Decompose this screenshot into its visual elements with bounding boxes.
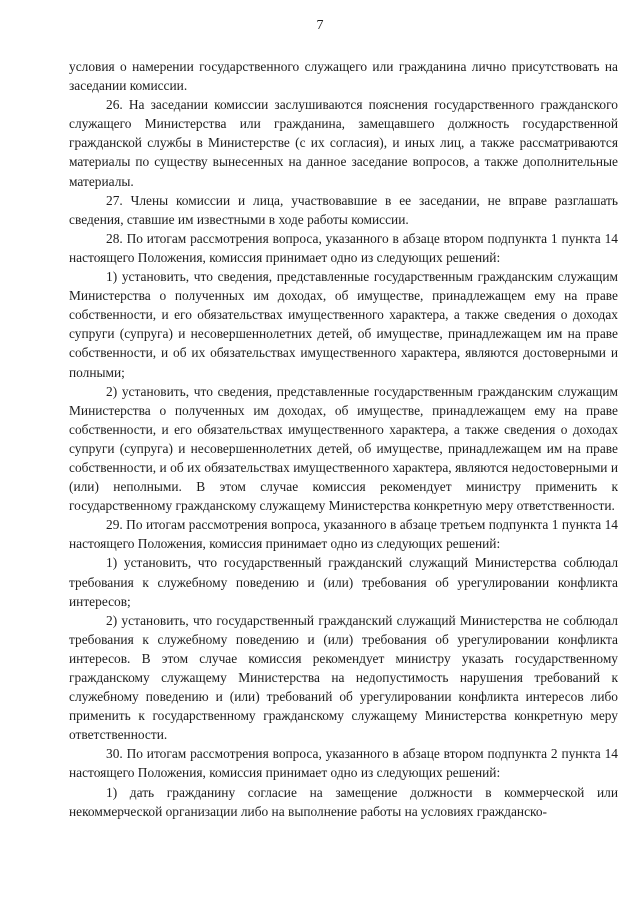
paragraph-27: 27. Члены комиссии и лица, участвовавшие в ее заседании, не вправе разглашать сведения, ставшие им известными в ходе работы комиссии.	[69, 192, 618, 227]
paragraph-30-item-1: 1) дать гражданину согласие на замещение должности в коммерческой или некоммерческой организации либо на выполнение работы на условиях гражданско-	[69, 784, 618, 819]
paragraph-30: 30. По итогам рассмотрения вопроса, указанного в абзаце втором подпункта 2 пункта 14 настоящего Положения, комиссия принимает одно из следующих решений:	[69, 746, 618, 781]
paragraph-29-item-2: 2) установить, что государственный гражданский служащий Министерства не соблюдал требования к служебному поведению и (или) требования об урегулировании конфликта интересов. В этом случае комиссия рекомендует министру указать государственному гражданскому служащему Министерства на недопустимость нарушения требований к служебному поведению и (или) требований об урегулировании конфликта интересов либо применить к государственному гражданскому служащему Министерства конкретную меру ответственности.	[69, 612, 618, 743]
document-body	[69, 57, 618, 821]
paragraph-28: 28. По итогам рассмотрения вопроса, указанного в абзаце втором подпункта 1 пункта 14 настоящего Положения, комиссия принимает одно из следующих решений:	[69, 230, 618, 265]
paragraph-29-item-1: 1) установить, что государственный гражданский служащий Министерства соблюдал требования к служебному поведению и (или) требования об урегулировании конфликта интересов;	[69, 555, 618, 609]
page-number: 7	[316, 18, 324, 33]
paragraph-29: 29. По итогам рассмотрения вопроса, указанного в абзаце третьем подпункта 1 пункта 14 настоящего Положения, комиссия принимает одно из следующих решений:	[69, 517, 618, 552]
paragraph-26: 26. На заседании комиссии заслушиваются пояснения государственного гражданского служащего Министерства или гражданина, замещавшего должность государственной гражданской службы в Министерстве (с их согласия), и иных лиц, а также рассматриваются материалы по существу вынесенных на данное заседание вопросов, а также дополнительные материалы.	[69, 97, 618, 189]
paragraph-28-item-2: 2) установить, что сведения, представленные государственным гражданским служащим Министерства о полученных им доходах, об имуществе, принадлежащем ему на праве собственности, и его обязательствах имущественного характера, а также сведения о доходах супруги (супруга) и несовершеннолетних детей, об имуществе, принадлежащем им на праве собственности, и об их обязательствах имущественного характера, являются недостоверными и (или) неполными. В этом случае комиссия рекомендует министру применить к государственному гражданскому служащему Министерства конкретную меру ответственности.	[69, 383, 618, 514]
paragraph-continuation: условия о намерении государственного служащего или гражданина лично присутствовать на заседании комиссии.	[69, 59, 618, 94]
paragraph-28-item-1: 1) установить, что сведения, представленные государственным гражданским служащим Министерства о полученных им доходах, об имуществе, принадлежащем ему на праве собственности, и его обязательствах имущественного характера, а также сведения о доходах супруги (супруга) и несовершеннолетних детей, об имуществе, принадлежащем им на праве собственности, и об их обязательствах имущественного характера, являются достоверными и полными;	[69, 269, 618, 380]
